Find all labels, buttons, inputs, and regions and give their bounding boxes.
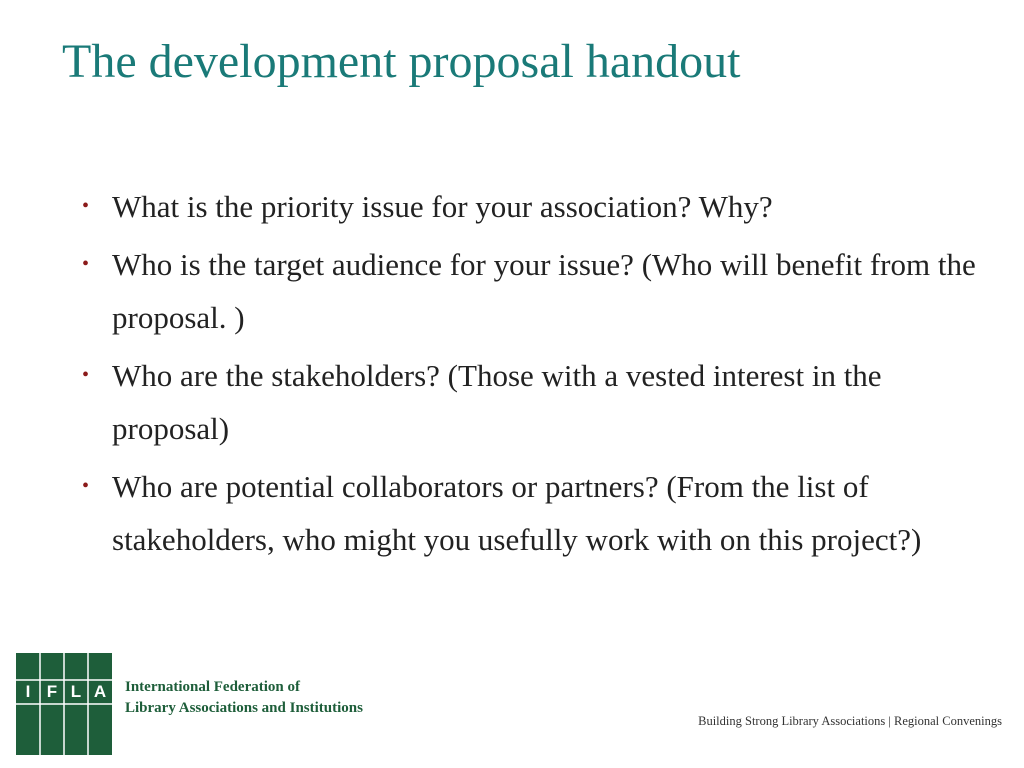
- ifla-logo: [16, 653, 112, 755]
- logo-letters: [16, 680, 112, 704]
- bullet-text: What is the priority issue for your association? Why?: [112, 189, 773, 224]
- slide-footer: Building Strong Library Associations | Regional Convenings: [698, 714, 1002, 728]
- bullet-text: Who is the target audience for your issue? (Who will benefit from the proposal. ): [112, 247, 976, 335]
- bullet-marker: •: [82, 253, 90, 275]
- org-name-line-1: International Federation of: [125, 679, 300, 695]
- list-item: [82, 238, 982, 344]
- bullet-text: Who are the stakeholders? (Those with a vested interest in the proposal): [112, 358, 882, 446]
- bullet-list: [82, 180, 982, 571]
- bullet-text: Who are potential collaborators or partners? (From the list of stakeholders, who might you usefully work with on this project?): [112, 469, 922, 557]
- logo-letter: A: [93, 682, 107, 701]
- logo-grid-icon: [16, 653, 112, 755]
- logo-letter: I: [25, 682, 31, 701]
- list-item: [82, 460, 982, 566]
- logo-letter: F: [46, 682, 58, 701]
- list-item: [82, 349, 982, 455]
- logo-letter: L: [70, 682, 82, 701]
- list-item: [82, 180, 982, 233]
- bullet-marker: •: [82, 195, 90, 217]
- slide-title: The development proposal handout: [62, 35, 741, 88]
- organization-name: [125, 677, 363, 719]
- bullet-marker: •: [82, 475, 90, 497]
- org-name-line-2: Library Associations and Institutions: [125, 700, 363, 716]
- bullet-marker: •: [82, 364, 90, 386]
